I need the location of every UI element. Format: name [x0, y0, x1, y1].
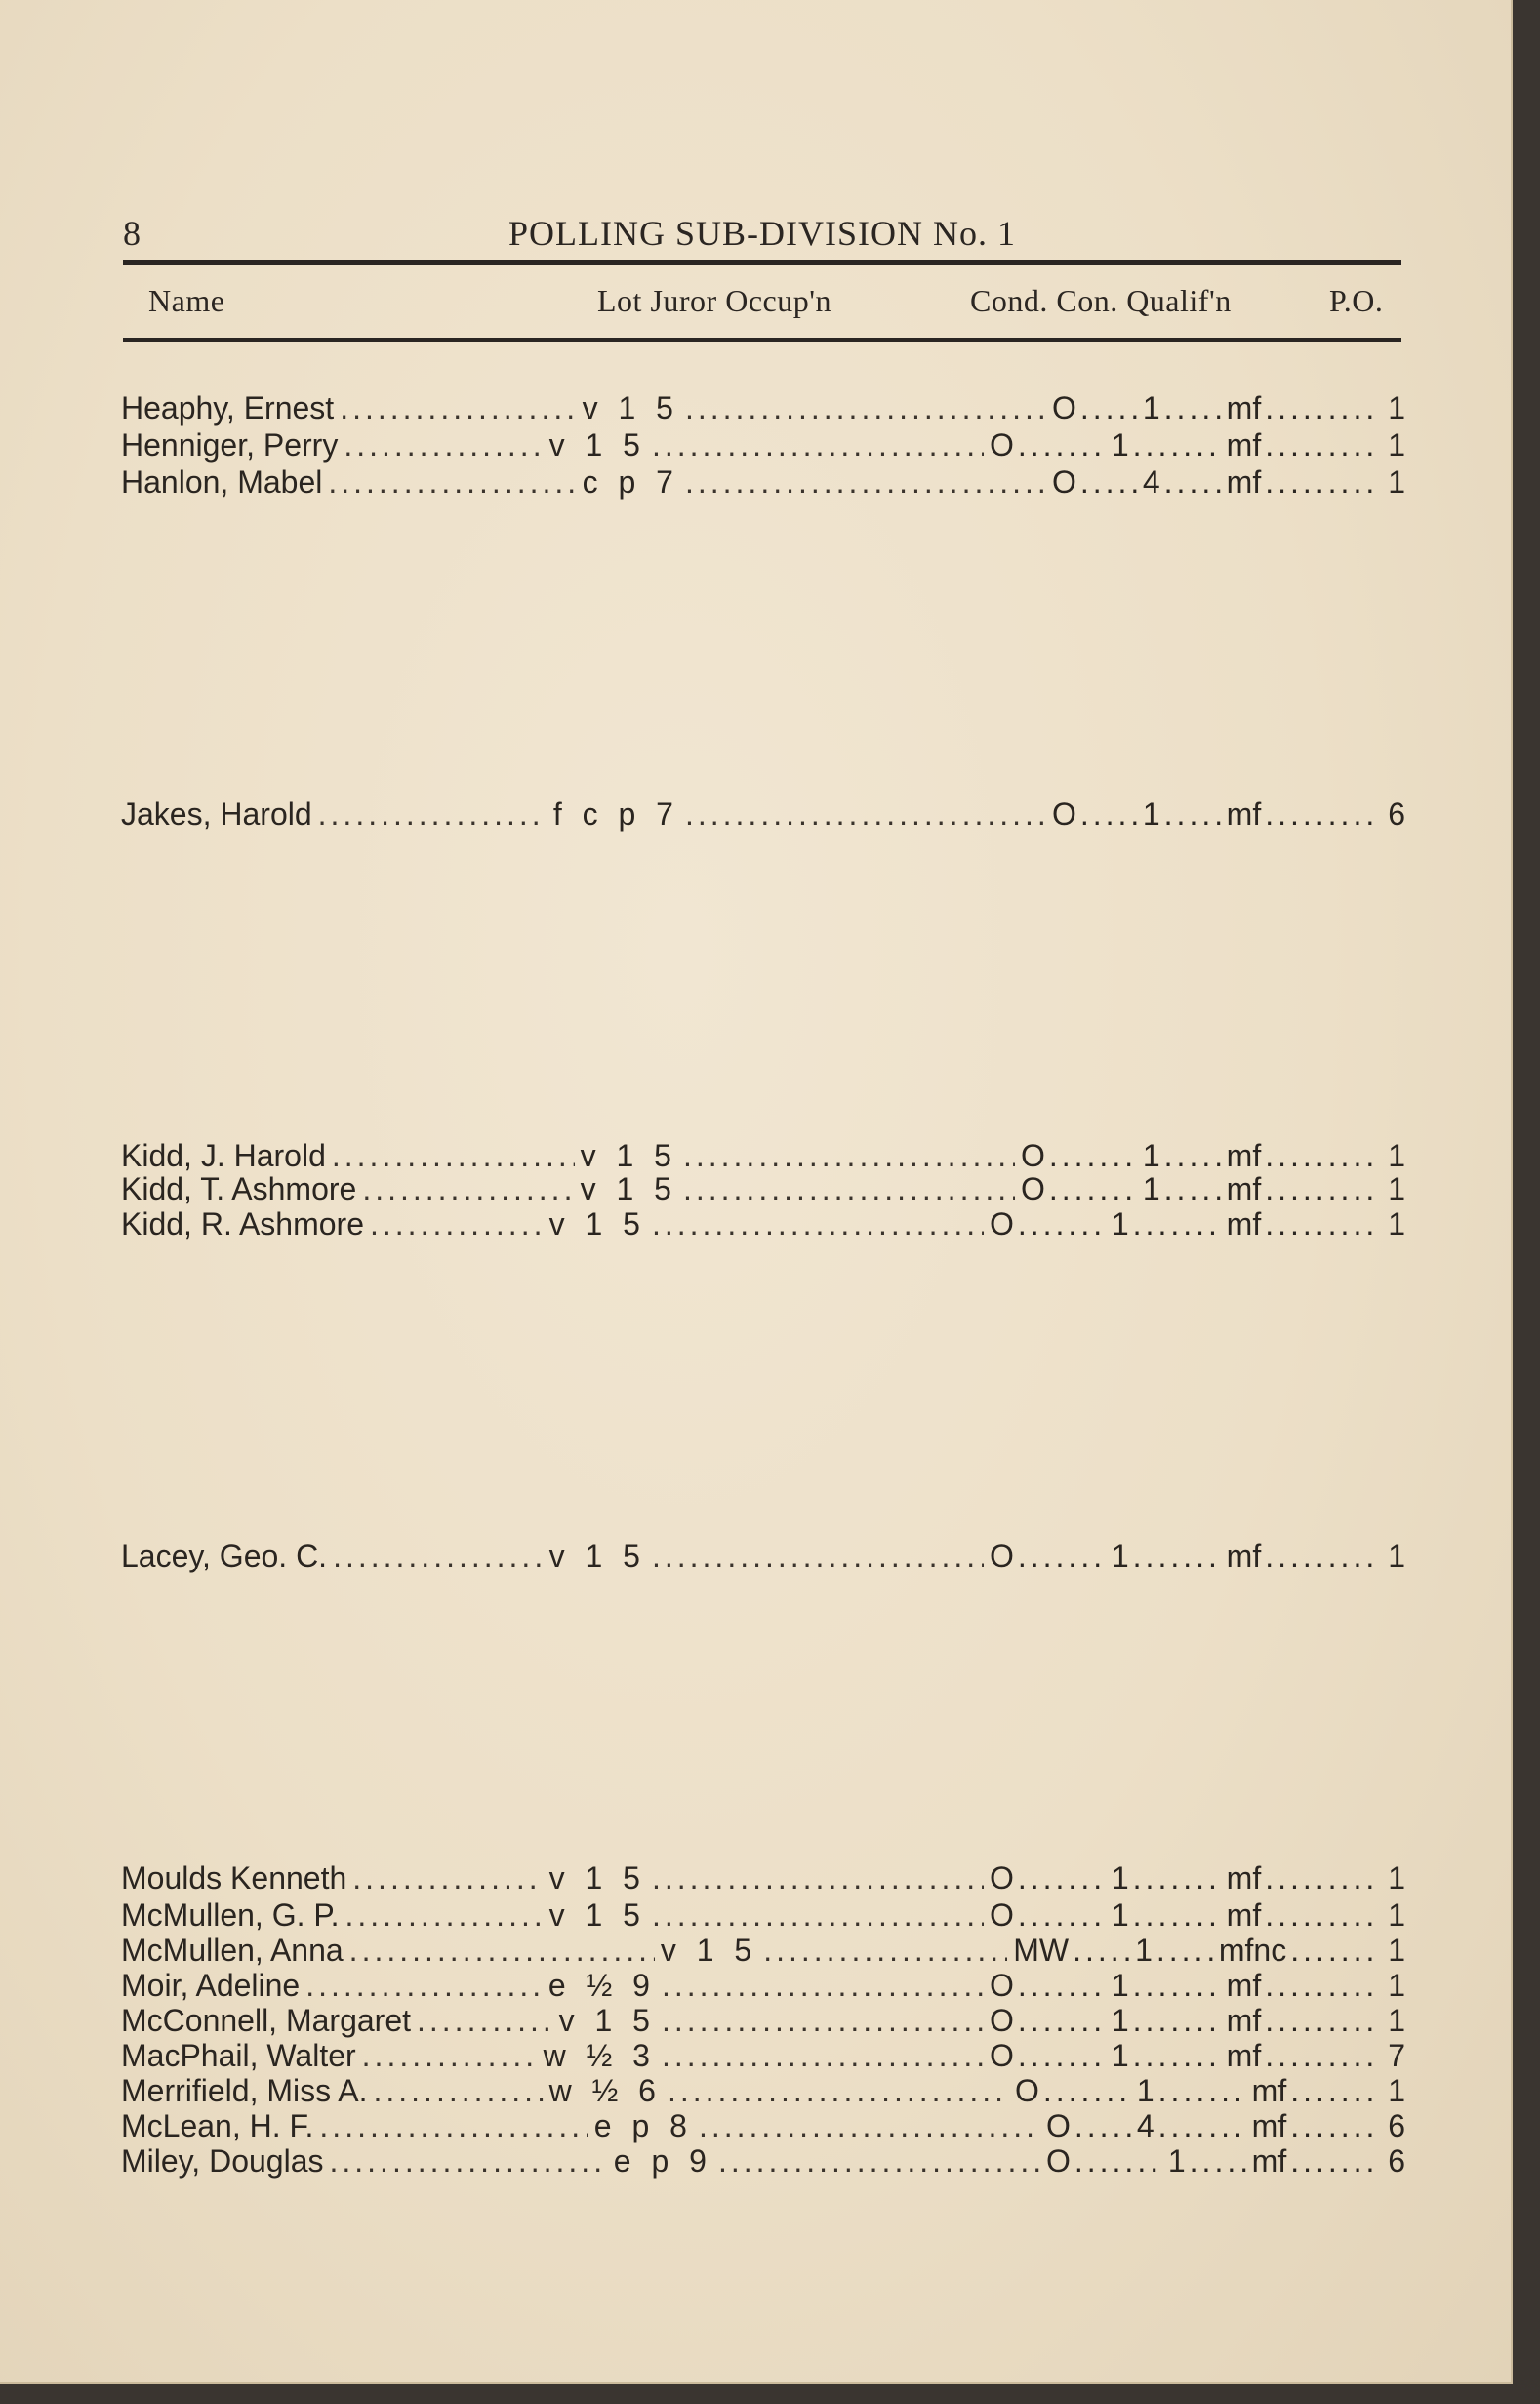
- leader-dots: [1133, 1897, 1223, 1934]
- voter-entry: [121, 1897, 1405, 1935]
- voter-con: 1: [1111, 1860, 1129, 1895]
- voter-name: Merrifield, Miss A.: [121, 2073, 368, 2108]
- voter-con: 1: [1111, 2003, 1129, 2038]
- leader-dots: [1190, 2143, 1248, 2180]
- leader-dots: [1133, 428, 1223, 464]
- leader-dots: [1018, 1538, 1108, 1574]
- voter-con: 1: [1142, 796, 1160, 832]
- voter-cond: O: [1045, 2143, 1071, 2179]
- leader-dots: [319, 2108, 588, 2144]
- leader-dots: [1133, 1968, 1223, 2004]
- voter-po: 1: [1388, 1138, 1405, 1173]
- leader-dots: [1018, 1860, 1108, 1896]
- voter-name: Jakes, Harold: [121, 796, 312, 832]
- voter-entry: [121, 2003, 1405, 2040]
- leader-dots: [1049, 1138, 1139, 1174]
- voter-cond: O: [1014, 2073, 1039, 2108]
- leader-dots: [1265, 1138, 1380, 1174]
- voter-lot: v 1 5: [548, 1206, 646, 1242]
- voter-lot: w ½ 6: [548, 2073, 662, 2108]
- voter-lot: v 1 5: [580, 1171, 677, 1206]
- voter-con: 1: [1111, 2038, 1129, 2073]
- voter-name: McLean, H. F.: [121, 2108, 314, 2143]
- voter-entry: [121, 796, 1405, 834]
- leader-dots: [1133, 2038, 1223, 2074]
- voter-con: 1: [1111, 1968, 1129, 2003]
- leader-dots: [652, 1860, 984, 1896]
- leader-dots: [699, 2108, 1040, 2144]
- voter-cond: O: [989, 2038, 1014, 2073]
- leader-dots: [1080, 796, 1139, 833]
- voter-cond: O: [989, 1206, 1014, 1242]
- leader-dots: [352, 1860, 543, 1896]
- voter-entry: [121, 465, 1405, 502]
- voter-lot: v 1 5: [548, 1860, 646, 1895]
- voter-qualification: mf: [1226, 390, 1262, 426]
- voter-lot: v 1 5: [582, 390, 679, 426]
- leader-dots: [1290, 1933, 1380, 1969]
- leader-dots: [1290, 2073, 1380, 2109]
- leader-dots: [668, 2073, 1009, 2109]
- voter-cond: O: [1020, 1171, 1045, 1206]
- voter-po: 1: [1388, 2073, 1405, 2108]
- leader-dots: [1265, 1171, 1380, 1207]
- voter-name: McMullen, G. P.: [121, 1897, 340, 1933]
- voter-entry: [121, 2073, 1405, 2110]
- leader-dots: [1158, 2073, 1248, 2109]
- voter-con: 1: [1142, 1171, 1160, 1206]
- voter-con: 1: [1136, 2073, 1155, 2108]
- voter-entry: [121, 2108, 1405, 2145]
- leader-dots: [1133, 1538, 1223, 1574]
- leader-dots: [1018, 2038, 1108, 2074]
- voter-po: 7: [1388, 2038, 1405, 2073]
- voter-po: 1: [1388, 390, 1405, 426]
- voter-entry: [121, 1860, 1405, 1897]
- voter-con: 4: [1136, 2108, 1155, 2143]
- leader-dots: [1265, 428, 1380, 464]
- voter-qualification: mf: [1251, 2108, 1287, 2143]
- leader-dots: [1265, 2003, 1380, 2039]
- leader-dots: [318, 796, 547, 833]
- voter-cond: O: [989, 1860, 1014, 1895]
- voter-po: 6: [1388, 796, 1405, 832]
- leader-dots: [718, 2143, 1040, 2180]
- leader-dots: [333, 1538, 544, 1574]
- voter-lot: e ½ 9: [547, 1968, 656, 2003]
- leader-dots: [662, 1968, 984, 2004]
- leader-dots: [1133, 1860, 1223, 1896]
- leader-dots: [1018, 428, 1108, 464]
- page-number: 8: [123, 214, 142, 253]
- voter-lot: v 1 5: [548, 1538, 646, 1573]
- leader-dots: [329, 2143, 607, 2180]
- voter-lot: e p 9: [613, 2143, 712, 2179]
- leader-dots: [1133, 2003, 1223, 2039]
- voter-cond: O: [989, 1897, 1014, 1933]
- leader-dots: [1018, 1968, 1108, 2004]
- leader-dots: [685, 796, 1046, 833]
- voter-qualification: mf: [1251, 2143, 1287, 2179]
- voter-po: 1: [1388, 2003, 1405, 2038]
- voter-lot: f c p 7: [552, 796, 679, 832]
- voter-con: 1: [1111, 1897, 1129, 1933]
- voter-cond: O: [1051, 465, 1076, 500]
- voter-con: 1: [1142, 390, 1160, 426]
- column-header-lot-juror-occup: Lot Juror Occup'n: [597, 283, 831, 318]
- leader-dots: [1156, 1933, 1215, 1969]
- voter-lot: v 1 5: [558, 2003, 656, 2038]
- page-title: POLLING SUB-DIVISION No. 1: [508, 214, 1016, 253]
- voter-lot: c p 7: [582, 465, 679, 500]
- voter-cond: O: [1020, 1138, 1045, 1173]
- column-header-po: P.O.: [1329, 283, 1384, 318]
- leader-dots: [373, 2073, 543, 2109]
- leader-dots: [685, 390, 1046, 427]
- leader-dots: [1265, 1860, 1380, 1896]
- leader-dots: [417, 2003, 553, 2039]
- leader-dots: [1265, 1538, 1380, 1574]
- leader-dots: [1164, 1138, 1223, 1174]
- leader-dots: [1265, 465, 1380, 501]
- leader-dots: [652, 1206, 984, 1243]
- leader-dots: [1080, 465, 1139, 501]
- voter-entry: [121, 1171, 1405, 1208]
- voter-entry: [121, 1538, 1405, 1575]
- voter-po: 6: [1388, 2143, 1405, 2179]
- voter-name: Kidd, T. Ashmore: [121, 1171, 357, 1206]
- leader-dots: [1265, 1968, 1380, 2004]
- voter-po: 1: [1388, 428, 1405, 463]
- voter-name: Moir, Adeline: [121, 1968, 301, 2003]
- voter-po: 1: [1388, 1171, 1405, 1206]
- voter-entry: [121, 2038, 1405, 2075]
- leader-dots: [328, 465, 576, 501]
- leader-dots: [1018, 1897, 1108, 1934]
- voter-po: 6: [1388, 2108, 1405, 2143]
- leader-dots: [1265, 2038, 1380, 2074]
- voter-entry: [121, 1206, 1405, 1243]
- voter-qualification: mf: [1226, 2038, 1262, 2073]
- voter-qualification: mf: [1226, 428, 1262, 463]
- voter-qualification: mf: [1226, 465, 1262, 500]
- voter-name: Kidd, J. Harold: [121, 1138, 326, 1173]
- voter-entry: [121, 1138, 1405, 1175]
- voter-cond: O: [989, 1538, 1014, 1573]
- voter-qualification: mf: [1226, 1538, 1262, 1573]
- voter-name: Hanlon, Mabel: [121, 465, 323, 500]
- leader-dots: [683, 1138, 1015, 1174]
- leader-dots: [763, 1933, 1007, 1969]
- voter-po: 1: [1388, 1206, 1405, 1242]
- voter-po: 1: [1388, 1897, 1405, 1933]
- voter-con: 1: [1167, 2143, 1186, 2179]
- voter-con: 1: [1142, 1138, 1160, 1173]
- leader-dots: [1018, 2003, 1108, 2039]
- voter-con: 1: [1111, 1538, 1129, 1573]
- voter-qualification: mf: [1226, 2003, 1262, 2038]
- voter-con: 1: [1135, 1933, 1153, 1968]
- leader-dots: [652, 428, 984, 464]
- leader-dots: [685, 465, 1046, 501]
- leader-dots: [1164, 465, 1223, 501]
- leader-dots: [1265, 1206, 1380, 1243]
- leader-dots: [1164, 1171, 1223, 1207]
- voter-qualification: mf: [1226, 1138, 1262, 1173]
- voter-name: Miley, Douglas: [121, 2143, 324, 2179]
- leader-dots: [652, 1897, 984, 1934]
- leader-dots: [652, 1538, 984, 1574]
- voter-name: Henniger, Perry: [121, 428, 339, 463]
- voter-cond: O: [989, 2003, 1014, 2038]
- leader-dots: [1164, 796, 1223, 833]
- voter-qualification: mf: [1226, 1206, 1262, 1242]
- voter-lot: e p 8: [593, 2108, 693, 2143]
- voter-cond: O: [1051, 796, 1076, 832]
- voter-qualification: mf: [1226, 1897, 1262, 1933]
- leader-dots: [1043, 2073, 1133, 2109]
- voter-lot: v 1 5: [660, 1933, 758, 1968]
- voter-cond: O: [989, 1968, 1014, 2003]
- voter-qualification: mfnc: [1218, 1933, 1287, 1968]
- leader-dots: [344, 1897, 543, 1934]
- column-header-cond-con-qualif: Cond. Con. Qualif'n: [970, 283, 1232, 318]
- voter-name: Lacey, Geo. C.: [121, 1538, 328, 1573]
- voter-cond: O: [989, 428, 1014, 463]
- voter-qualification: mf: [1251, 2073, 1287, 2108]
- voter-cond: O: [1045, 2108, 1071, 2143]
- leader-dots: [1049, 1171, 1139, 1207]
- voter-po: 1: [1388, 1860, 1405, 1895]
- leader-dots: [340, 390, 576, 427]
- voter-lot: v 1 5: [548, 428, 646, 463]
- voter-con: 1: [1111, 1206, 1129, 1242]
- leader-dots: [1290, 2108, 1380, 2144]
- leader-dots: [1074, 2143, 1164, 2180]
- leader-dots: [1265, 796, 1380, 833]
- voter-name: Kidd, R. Ashmore: [121, 1206, 364, 1242]
- leader-dots: [1133, 1206, 1223, 1243]
- leader-dots: [1265, 390, 1380, 427]
- leader-dots: [662, 2038, 984, 2074]
- leader-dots: [344, 428, 543, 464]
- voter-name: Heaphy, Ernest: [121, 390, 335, 426]
- header-bottom-rule: [123, 338, 1401, 342]
- leader-dots: [683, 1171, 1015, 1207]
- voter-entry: [121, 390, 1405, 428]
- leader-dots: [1164, 390, 1223, 427]
- voter-name: MacPhail, Walter: [121, 2038, 356, 2073]
- leader-dots: [362, 1171, 574, 1207]
- leader-dots: [305, 1968, 543, 2004]
- leader-dots: [1018, 1206, 1108, 1243]
- leader-dots: [1265, 1897, 1380, 1934]
- leader-dots: [662, 2003, 984, 2039]
- voter-cond: MW: [1013, 1933, 1070, 1968]
- voter-name: Moulds Kenneth: [121, 1860, 347, 1895]
- voter-name: McConnell, Margaret: [121, 2003, 411, 2038]
- voter-lot: v 1 5: [548, 1897, 646, 1933]
- leader-dots: [1080, 390, 1139, 427]
- voter-con: 4: [1142, 465, 1160, 500]
- voter-lot: w ½ 3: [543, 2038, 656, 2073]
- voter-lot: v 1 5: [580, 1138, 677, 1173]
- voter-entry: [121, 1933, 1405, 1970]
- voter-con: 1: [1111, 428, 1129, 463]
- voter-qualification: mf: [1226, 1860, 1262, 1895]
- header-top-rule: [123, 260, 1401, 265]
- leader-dots: [1290, 2143, 1380, 2180]
- voter-qualification: mf: [1226, 1171, 1262, 1206]
- voter-po: 1: [1388, 465, 1405, 500]
- leader-dots: [1073, 1933, 1131, 1969]
- leader-dots: [349, 1933, 655, 1969]
- voter-entry: [121, 1968, 1405, 2005]
- voter-cond: O: [1051, 390, 1076, 426]
- leader-dots: [362, 2038, 538, 2074]
- voter-entry: [121, 428, 1405, 465]
- voter-name: McMullen, Anna: [121, 1933, 344, 1968]
- voter-po: 1: [1388, 1538, 1405, 1573]
- column-header-name: Name: [148, 283, 225, 318]
- voter-qualification: mf: [1226, 1968, 1262, 2003]
- leader-dots: [1158, 2108, 1248, 2144]
- voter-qualification: mf: [1226, 796, 1262, 832]
- leader-dots: [1074, 2108, 1133, 2144]
- voter-po: 1: [1388, 1933, 1405, 1968]
- leader-dots: [332, 1138, 575, 1174]
- voter-po: 1: [1388, 1968, 1405, 2003]
- leader-dots: [370, 1206, 544, 1243]
- voter-entry: [121, 2143, 1405, 2180]
